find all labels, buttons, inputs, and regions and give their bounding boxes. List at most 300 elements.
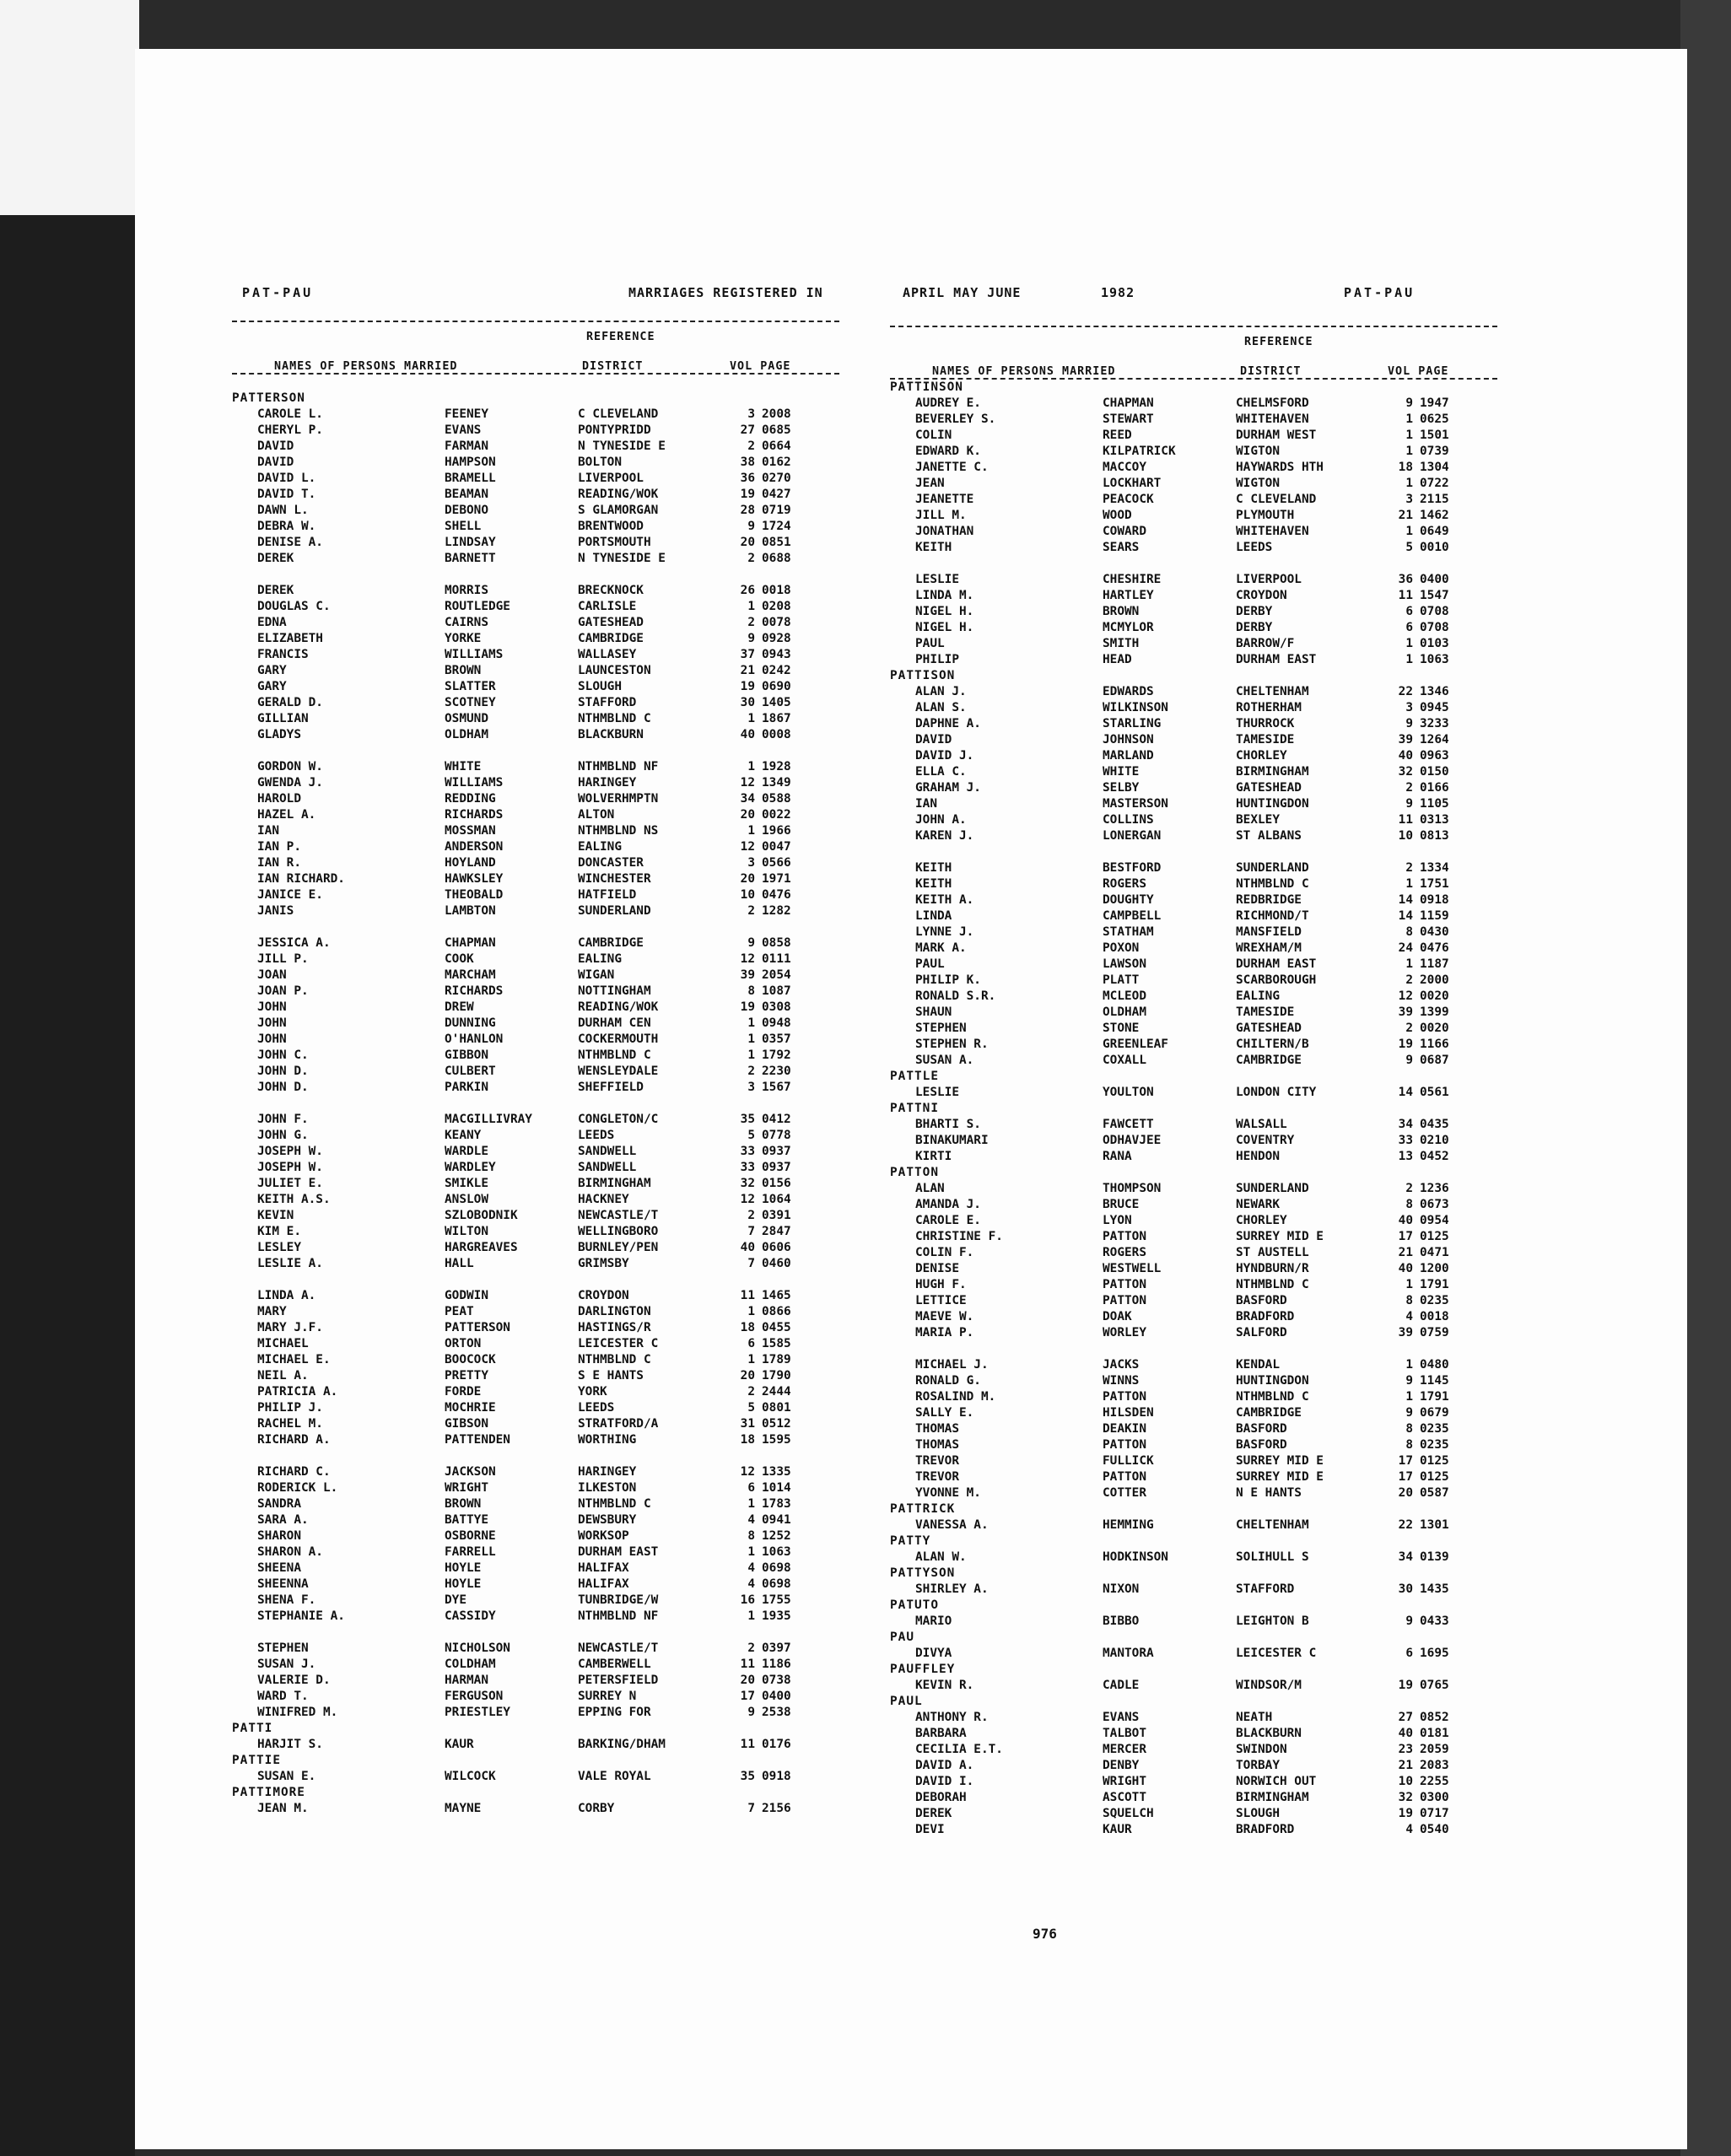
page: 1867 (762, 712, 791, 725)
first-name: JOHN (257, 1016, 287, 1030)
page: 2008 (762, 407, 791, 421)
district: DURHAM EAST (1236, 957, 1317, 971)
page: 1462 (1420, 509, 1449, 522)
page: 1087 (762, 984, 791, 998)
volume: 34 (740, 792, 755, 806)
first-name: JOSEPH W. (257, 1161, 323, 1174)
volume: 3 (747, 1081, 755, 1094)
district: CAMBRIDGE (1236, 1406, 1302, 1420)
first-name: DAWN L. (257, 504, 309, 517)
page: 0690 (762, 680, 791, 693)
page: 0400 (762, 1690, 791, 1703)
marriage-entry (232, 951, 839, 968)
marriage-entry (890, 476, 1497, 492)
volume: 8 (1405, 1198, 1413, 1211)
spouse-surname: PRIESTLEY (445, 1706, 510, 1719)
marriage-entry (232, 439, 839, 455)
page: 0801 (762, 1401, 791, 1415)
page: 0476 (762, 888, 791, 902)
district: NEWCASTLE/T (578, 1209, 659, 1222)
volume: 34 (1398, 1118, 1413, 1131)
volume: 20 (740, 808, 755, 822)
district: ST ALBANS (1236, 829, 1302, 843)
district: NEWCASTLE/T (578, 1641, 659, 1655)
district: N TYNESIDE E (578, 552, 666, 565)
first-name: DEREK (915, 1807, 952, 1820)
left-entry-list (232, 391, 839, 1817)
district: NEATH (1236, 1711, 1273, 1724)
marriage-entry (890, 540, 1497, 556)
spouse-surname: COOK (445, 952, 474, 966)
volume: 21 (1398, 1246, 1413, 1259)
page: 0512 (762, 1417, 791, 1431)
district: BIRMINGHAM (578, 1177, 651, 1190)
district: LEEDS (578, 1129, 615, 1142)
marriage-entry (890, 1550, 1497, 1566)
spouse-surname: KAUR (1103, 1823, 1132, 1836)
first-name: JOHN D. (257, 1081, 309, 1094)
names-heading: NAMES OF PERSONS MARRIED (274, 360, 458, 373)
page: 0928 (762, 632, 791, 645)
first-name: DOUGLAS C. (257, 600, 331, 613)
first-name: DEBRA W. (257, 520, 316, 533)
volume: 19 (1398, 1807, 1413, 1820)
page: 1159 (1420, 909, 1449, 923)
district: ALTON (578, 808, 615, 822)
first-name: TREVOR (915, 1470, 959, 1484)
page: 0954 (1420, 1214, 1449, 1227)
page: 0313 (1420, 813, 1449, 827)
district: DURHAM WEST (1236, 429, 1317, 442)
volume: 1 (747, 1032, 755, 1046)
volume: 1 (747, 1609, 755, 1623)
district: WENSLEYDALE (578, 1065, 659, 1078)
spouse-surname: LAMBTON (445, 904, 496, 918)
volume: 40 (1398, 1214, 1413, 1227)
first-name: ALAN S. (915, 701, 967, 714)
page: 0139 (1420, 1550, 1449, 1564)
district: DERBY (1236, 605, 1273, 618)
marriage-entry (232, 1560, 839, 1577)
marriage-entry (232, 935, 839, 951)
spouse-surname: WARDLE (445, 1145, 488, 1158)
spouse-surname: GREENLEAF (1103, 1038, 1168, 1051)
volume: 18 (1398, 461, 1413, 474)
district: LAUNCESTON (578, 664, 651, 677)
volume: 19 (740, 1000, 755, 1014)
first-name: RICHARD C. (257, 1465, 331, 1479)
marriage-entry (232, 1480, 839, 1496)
spouse-surname: WORLEY (1103, 1326, 1146, 1339)
page: 0759 (1420, 1326, 1449, 1339)
first-name: ROSALIND M. (915, 1390, 996, 1404)
district: BASFORD (1236, 1438, 1287, 1452)
first-name: SUSAN J. (257, 1657, 316, 1671)
marriage-entry (232, 1080, 839, 1096)
district: WHITEHAVEN (1236, 412, 1309, 426)
marriage-entry (890, 1053, 1497, 1069)
register-page (135, 49, 1687, 2149)
marriage-entry (232, 1577, 839, 1593)
first-name: JOHN (257, 1000, 287, 1014)
marriage-entry (890, 1437, 1497, 1453)
marriage-entry (232, 1000, 839, 1016)
marriage-entry (890, 716, 1497, 732)
page: 0235 (1420, 1294, 1449, 1307)
volume: 35 (740, 1770, 755, 1783)
page: 0150 (1420, 765, 1449, 779)
volume: 1 (1405, 957, 1413, 971)
page: 0235 (1420, 1438, 1449, 1452)
first-name: PHILIP (915, 653, 959, 666)
marriage-entry (232, 695, 839, 711)
first-name: NEIL A. (257, 1369, 309, 1383)
marriage-entry (232, 1432, 839, 1448)
first-name: KEITH (915, 861, 952, 875)
volume: 21 (740, 664, 755, 677)
first-name: KIM E. (257, 1225, 301, 1238)
surname-heading: PATTY (890, 1534, 931, 1548)
marriage-entry (890, 1774, 1497, 1790)
first-name: SUSAN A. (915, 1054, 974, 1067)
volume: 2 (747, 616, 755, 629)
volume: 1 (1405, 429, 1413, 442)
header-title: MARRIAGES REGISTERED IN (628, 285, 823, 300)
marriage-entry (232, 647, 839, 663)
district: CAMBRIDGE (578, 632, 644, 645)
page: 0698 (762, 1577, 791, 1591)
district: NTHMBLND C (578, 1048, 651, 1062)
volume: 9 (747, 1706, 755, 1719)
marriage-entry (890, 396, 1497, 412)
page: 0685 (762, 423, 791, 437)
page: 2083 (1420, 1759, 1449, 1772)
marriage-entry (890, 1005, 1497, 1021)
spouse-surname: CADLE (1103, 1679, 1140, 1692)
spouse-surname: SZLOBODNIK (445, 1209, 518, 1222)
district: WIGAN (578, 968, 615, 982)
spouse-surname: SMITH (1103, 637, 1140, 650)
marriage-entry (232, 663, 839, 679)
district: RICHMOND/T (1236, 909, 1309, 923)
spouse-surname: BATTYE (445, 1513, 488, 1527)
page: 1145 (1420, 1374, 1449, 1388)
first-name: JULIET E. (257, 1177, 323, 1190)
page: 1724 (762, 520, 791, 533)
volume: 17 (1398, 1454, 1413, 1468)
district: S GLAMORGAN (578, 504, 659, 517)
marriage-entry (890, 908, 1497, 924)
page: 0852 (1420, 1711, 1449, 1724)
volume: 4 (747, 1561, 755, 1575)
first-name: ELIZABETH (257, 632, 323, 645)
spouse-surname: MCMYLOR (1103, 621, 1154, 634)
first-name: SHEENNA (257, 1577, 309, 1591)
volume: 38 (740, 455, 755, 469)
page: 0018 (1420, 1310, 1449, 1323)
spouse-surname: DEAKIN (1103, 1422, 1146, 1436)
district: SLOUGH (578, 680, 622, 693)
first-name: GRAHAM J. (915, 781, 981, 795)
spouse-surname: STARLING (1103, 717, 1162, 730)
district: NTHMBLND NS (578, 824, 659, 838)
page: 0687 (1420, 1054, 1449, 1067)
header-year: 1982 (1101, 285, 1135, 300)
district: BLACKBURN (578, 728, 644, 741)
marriage-entry (232, 503, 839, 519)
spouse-surname: RANA (1103, 1150, 1132, 1163)
district: EALING (1236, 989, 1280, 1003)
district: GATESHEAD (578, 616, 644, 629)
page: 0851 (762, 536, 791, 549)
spouse-surname: BARNETT (445, 552, 496, 565)
page: 0708 (1420, 621, 1449, 634)
spouse-surname: CHESHIRE (1103, 573, 1162, 586)
spouse-surname: ANSLOW (445, 1193, 488, 1206)
first-name: KIRTI (915, 1150, 952, 1163)
marriage-entry (890, 1485, 1497, 1501)
marriage-entry (890, 428, 1497, 444)
first-name: KEITH (915, 877, 952, 891)
volume: 17 (1398, 1470, 1413, 1484)
volume: 1 (747, 1016, 755, 1030)
marriage-entry (890, 524, 1497, 540)
page: 1501 (1420, 429, 1449, 442)
spouse-surname: DOAK (1103, 1310, 1132, 1323)
marriage-entry (890, 957, 1497, 973)
volume: 16 (740, 1593, 755, 1607)
marriage-entry (890, 572, 1497, 588)
page: 1186 (762, 1657, 791, 1671)
spouse-surname: WHITE (445, 760, 482, 773)
page: 0235 (1420, 1422, 1449, 1436)
spouse-surname: GIBSON (445, 1417, 488, 1431)
volume: 4 (1405, 1310, 1413, 1323)
first-name: YVONNE M. (915, 1486, 981, 1500)
marriage-entry (232, 1528, 839, 1544)
page: 0717 (1420, 1807, 1449, 1820)
page: 0765 (1420, 1679, 1449, 1692)
first-name: SANDRA (257, 1497, 301, 1511)
marriage-entry (232, 471, 839, 487)
first-name: VALERIE D. (257, 1674, 331, 1687)
district: CHELTENHAM (1236, 685, 1309, 698)
first-name: JOHN C. (257, 1048, 309, 1062)
volume: 39 (1398, 733, 1413, 747)
district: HUNTINGDON (1236, 797, 1309, 811)
page: 0471 (1420, 1246, 1449, 1259)
volume: 9 (747, 936, 755, 950)
marriage-entry (232, 1192, 839, 1208)
first-name: MARIO (915, 1614, 952, 1628)
volume: 2 (747, 904, 755, 918)
spouse-surname: LAWSON (1103, 957, 1146, 971)
page: 1346 (1420, 685, 1449, 698)
district: SALFORD (1236, 1326, 1287, 1339)
first-name: JILL P. (257, 952, 309, 966)
volume: 26 (740, 584, 755, 597)
marriage-entry (232, 807, 839, 823)
page: 1282 (762, 904, 791, 918)
district: THURROCK (1236, 717, 1295, 730)
first-name: SHARON A. (257, 1545, 323, 1559)
spouse-surname: COXALL (1103, 1054, 1146, 1067)
marriage-entry (890, 1389, 1497, 1405)
spouse-surname: BRAMELL (445, 472, 496, 485)
marriage-entry (232, 1144, 839, 1160)
page: 0397 (762, 1641, 791, 1655)
first-name: KEVIN R. (915, 1679, 974, 1692)
first-name: KEITH A. (915, 893, 974, 907)
page: 0412 (762, 1113, 791, 1126)
first-name: JOAN (257, 968, 287, 982)
scan-margin-right (1680, 0, 1731, 2156)
district: WINDSOR/M (1236, 1679, 1302, 1692)
volume: 22 (1398, 1518, 1413, 1532)
marriage-entry (890, 1261, 1497, 1277)
page: 1335 (762, 1465, 791, 1479)
volume: 31 (740, 1417, 755, 1431)
volume: 35 (740, 1113, 755, 1126)
page: 0308 (762, 1000, 791, 1014)
spouse-surname: LINDSAY (445, 536, 496, 549)
first-name: DEVI (915, 1823, 945, 1836)
page: 0937 (762, 1145, 791, 1158)
first-name: GWENDA J. (257, 776, 323, 790)
page: 0540 (1420, 1823, 1449, 1836)
spouse-surname: OSBORNE (445, 1529, 496, 1543)
spouse-surname: BEAMAN (445, 488, 488, 501)
district: SUNDERLAND (578, 904, 651, 918)
first-name: SUSAN E. (257, 1770, 316, 1783)
spouse-surname: HOYLE (445, 1577, 482, 1591)
spouse-surname: O'HANLON (445, 1032, 504, 1046)
first-name: DIVYA (915, 1647, 952, 1660)
spouse-surname: WILKINSON (1103, 701, 1168, 714)
spouse-surname: STATHAM (1103, 925, 1154, 939)
surname-heading: PATTISON (890, 669, 956, 682)
volume: 30 (1398, 1582, 1413, 1596)
spouse-surname: CHAPMAN (1103, 396, 1154, 410)
spouse-surname: CULBERT (445, 1065, 496, 1078)
marriage-entry (890, 1726, 1497, 1742)
volume: 9 (1405, 1406, 1413, 1420)
district: WREXHAM/M (1236, 941, 1302, 955)
volume: 10 (1398, 829, 1413, 843)
district: DEWSBURY (578, 1513, 637, 1527)
marriage-entry (890, 1181, 1497, 1197)
spouse-surname: CAIRNS (445, 616, 488, 629)
spouse-surname: HAWKSLEY (445, 872, 504, 886)
marriage-entry (890, 1742, 1497, 1758)
first-name: DAVID (257, 455, 294, 469)
surname-heading: PATTLE (890, 1070, 939, 1083)
spouse-surname: REED (1103, 429, 1132, 442)
marriage-entry (232, 1160, 839, 1176)
marriage-entry (890, 508, 1497, 524)
spouse-surname: WHITE (1103, 765, 1140, 779)
page: 2059 (1420, 1743, 1449, 1756)
page: 1304 (1420, 461, 1449, 474)
volume: 40 (1398, 749, 1413, 763)
district: NTHMBLND NF (578, 760, 659, 773)
district: EALING (578, 952, 622, 966)
district: BURNLEY/PEN (578, 1241, 659, 1254)
marriage-entry (232, 599, 839, 615)
page: 2255 (1420, 1775, 1449, 1788)
page: 0587 (1420, 1486, 1449, 1500)
page: 1947 (1420, 396, 1449, 410)
first-name: MARIA P. (915, 1326, 974, 1339)
first-name: HAZEL A. (257, 808, 316, 822)
district: CHILTERN/B (1236, 1038, 1309, 1051)
page: 1751 (1420, 877, 1449, 891)
volume: 32 (1398, 1791, 1413, 1804)
page: 1567 (762, 1081, 791, 1094)
marriage-entry (232, 887, 839, 903)
first-name: WINIFRED M. (257, 1706, 338, 1719)
district: PORTSMOUTH (578, 536, 651, 549)
marriage-entry (232, 1737, 839, 1753)
marriage-entry (890, 1710, 1497, 1726)
spouse-surname: PATTON (1103, 1438, 1146, 1452)
district: DURHAM EAST (1236, 653, 1317, 666)
district: SOLIHULL S (1236, 1550, 1309, 1564)
district: REDBRIDGE (1236, 893, 1302, 907)
spouse-surname: BROWN (1103, 605, 1140, 618)
first-name: LESLIE (915, 1086, 959, 1099)
district: TUNBRIDGE/W (578, 1593, 659, 1607)
first-name: LINDA (915, 909, 952, 923)
district: BASFORD (1236, 1422, 1287, 1436)
volume: 34 (1398, 1550, 1413, 1564)
district: READING/WOK (578, 488, 659, 501)
spouse-surname: WOOD (1103, 509, 1132, 522)
first-name: CECILIA E.T. (915, 1743, 1003, 1756)
district: TORBAY (1236, 1759, 1280, 1772)
surname-heading: PAUFFLEY (890, 1663, 956, 1676)
surname-heading: PAUL (890, 1695, 923, 1708)
page: 1792 (762, 1048, 791, 1062)
vol-page-heading: VOL PAGE (1388, 365, 1449, 378)
first-name: BHARTI S. (915, 1118, 981, 1131)
first-name: JESSICA A. (257, 936, 331, 950)
page: 0460 (762, 1257, 791, 1270)
marriage-entry (890, 1421, 1497, 1437)
surname-heading: PATTERSON (232, 391, 305, 405)
page: 0008 (762, 728, 791, 741)
spouse-surname: SLATTER (445, 680, 496, 693)
page: 0270 (762, 472, 791, 485)
surname-heading: PATTNI (890, 1102, 939, 1115)
spouse-surname: FULLICK (1103, 1454, 1154, 1468)
page: 0125 (1420, 1230, 1449, 1243)
spouse-surname: PATTON (1103, 1278, 1146, 1291)
reference-heading: REFERENCE (586, 331, 655, 343)
first-name: TREVOR (915, 1454, 959, 1468)
spouse-surname: PEACOCK (1103, 493, 1154, 506)
page: 1695 (1420, 1647, 1449, 1660)
spouse-surname: MERCER (1103, 1743, 1146, 1756)
marriage-entry (232, 1336, 839, 1352)
page: 0738 (762, 1674, 791, 1687)
district: KENDAL (1236, 1358, 1280, 1372)
district: HALIFAX (578, 1561, 629, 1575)
district: PETERSFIELD (578, 1674, 659, 1687)
vol-page-heading: VOL PAGE (730, 360, 791, 373)
surname-heading: PATTI (232, 1722, 273, 1735)
spouse-surname: KAUR (445, 1738, 474, 1751)
